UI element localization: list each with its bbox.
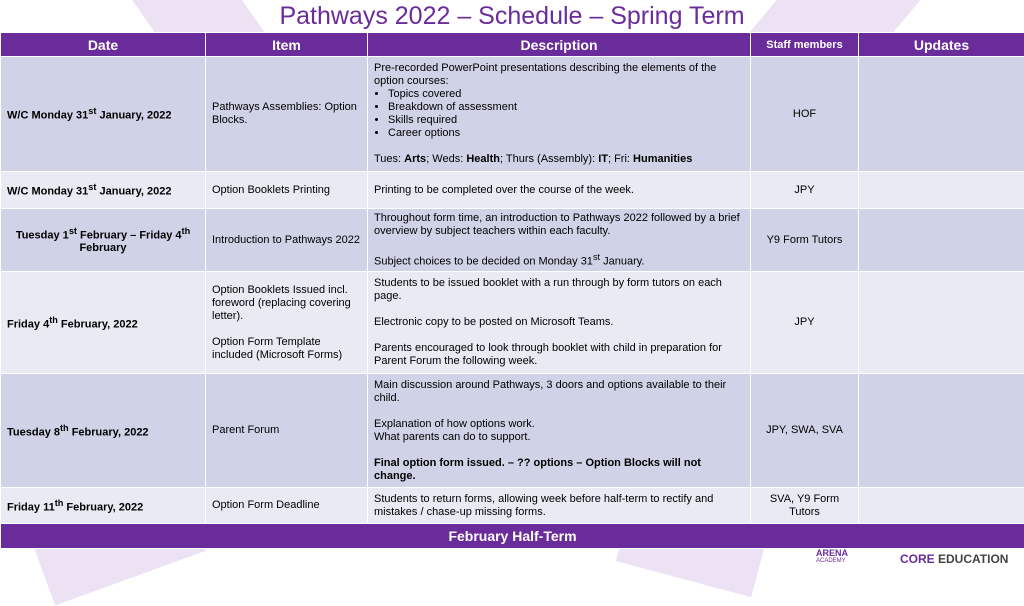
- date-cell: Friday 4th February, 2022: [1, 272, 206, 374]
- updates-cell: [859, 57, 1024, 172]
- item-cell: Pathways Assemblies: Option Blocks.: [206, 57, 368, 172]
- page-title: Pathways 2022 – Schedule – Spring Term: [0, 0, 1024, 32]
- schedule-table: [0, 32, 1024, 549]
- table-row: [1, 488, 1024, 524]
- staff-cell: JPY: [751, 172, 859, 209]
- date-cell: W/C Monday 31st January, 2022: [1, 57, 206, 172]
- list-item: • Skills required: [388, 114, 744, 127]
- item-cell: Parent Forum: [206, 374, 368, 488]
- description-cell: Throughout form time, an introduction to Pathways 2022 followed by a brief overview by subject teachers within each faculty. Subject choices to be decided on Monday 31st January.: [368, 209, 751, 272]
- list-item: • Topics covered: [388, 88, 744, 101]
- description-cell: Students to be issued booklet with a run through by form tutors on each page. Electronic copy to be posted on Microsoft Teams. Parents encouraged to look through booklet with child in preparation for Parent Forum the following week.: [368, 272, 751, 374]
- staff-cell: SVA, Y9 Form Tutors: [751, 488, 859, 524]
- updates-cell: [859, 488, 1024, 524]
- updates-cell: [859, 374, 1024, 488]
- date-cell: Tuesday 8th February, 2022: [1, 374, 206, 488]
- half-term-label: February Half-Term: [1, 524, 1024, 549]
- table-row: [1, 209, 1024, 272]
- table-row: [1, 172, 1024, 209]
- staff-cell: Y9 Form Tutors: [751, 209, 859, 272]
- staff-cell: HOF: [751, 57, 859, 172]
- item-cell: Option Form Deadline: [206, 488, 368, 524]
- staff-cell: JPY: [751, 272, 859, 374]
- header-staff: Staff members: [751, 33, 859, 57]
- staff-cell: JPY, SWA, SVA: [751, 374, 859, 488]
- list-item: • Breakdown of assessment: [388, 101, 744, 114]
- description-cell: Students to return forms, allowing week before half-term to rectify and mistakes / chase-up missing forms.: [368, 488, 751, 524]
- description-cell: Main discussion around Pathways, 3 doors and options available to their child. Explanation of how options work. What parents can do to support. Final option form issued. – ?? options – Option Blocks will not change.: [368, 374, 751, 488]
- list-item: • Career options: [388, 127, 744, 140]
- arena-academy-logo: ARENA ACADEMY: [816, 548, 848, 564]
- header-item: Item: [206, 33, 368, 57]
- updates-cell: [859, 272, 1024, 374]
- header-description: Description: [368, 33, 751, 57]
- table-row: [1, 374, 1024, 488]
- updates-cell: [859, 172, 1024, 209]
- table-row: [1, 272, 1024, 374]
- item-cell: Option Booklets Issued incl. foreword (replacing covering letter). Option Form Template included (Microsoft Forms): [206, 272, 368, 374]
- header-row: [1, 33, 1024, 57]
- bullet-list: [374, 88, 744, 140]
- description-cell: Pre-recorded PowerPoint presentations describing the elements of the option courses: • Topics covered • Breakdown of assessment • Skills required • Career options Tues: Arts; Weds: Health; Thurs (Assembly): IT; Fri: Humanities: [368, 57, 751, 172]
- header-date: Date: [1, 33, 206, 57]
- updates-cell: [859, 209, 1024, 272]
- description-cell: Printing to be completed over the course of the week.: [368, 172, 751, 209]
- date-cell: Friday 11th February, 2022: [1, 488, 206, 524]
- header-updates: Updates: [859, 33, 1024, 57]
- core-education-logo: CORE EDUCATION: [900, 552, 1008, 566]
- date-cell: W/C Monday 31st January, 2022: [1, 172, 206, 209]
- item-cell: Option Booklets Printing: [206, 172, 368, 209]
- item-cell: Introduction to Pathways 2022: [206, 209, 368, 272]
- half-term-row: [1, 524, 1024, 549]
- table-row: [1, 57, 1024, 172]
- date-cell: Tuesday 1st February – Friday 4th February: [1, 209, 206, 272]
